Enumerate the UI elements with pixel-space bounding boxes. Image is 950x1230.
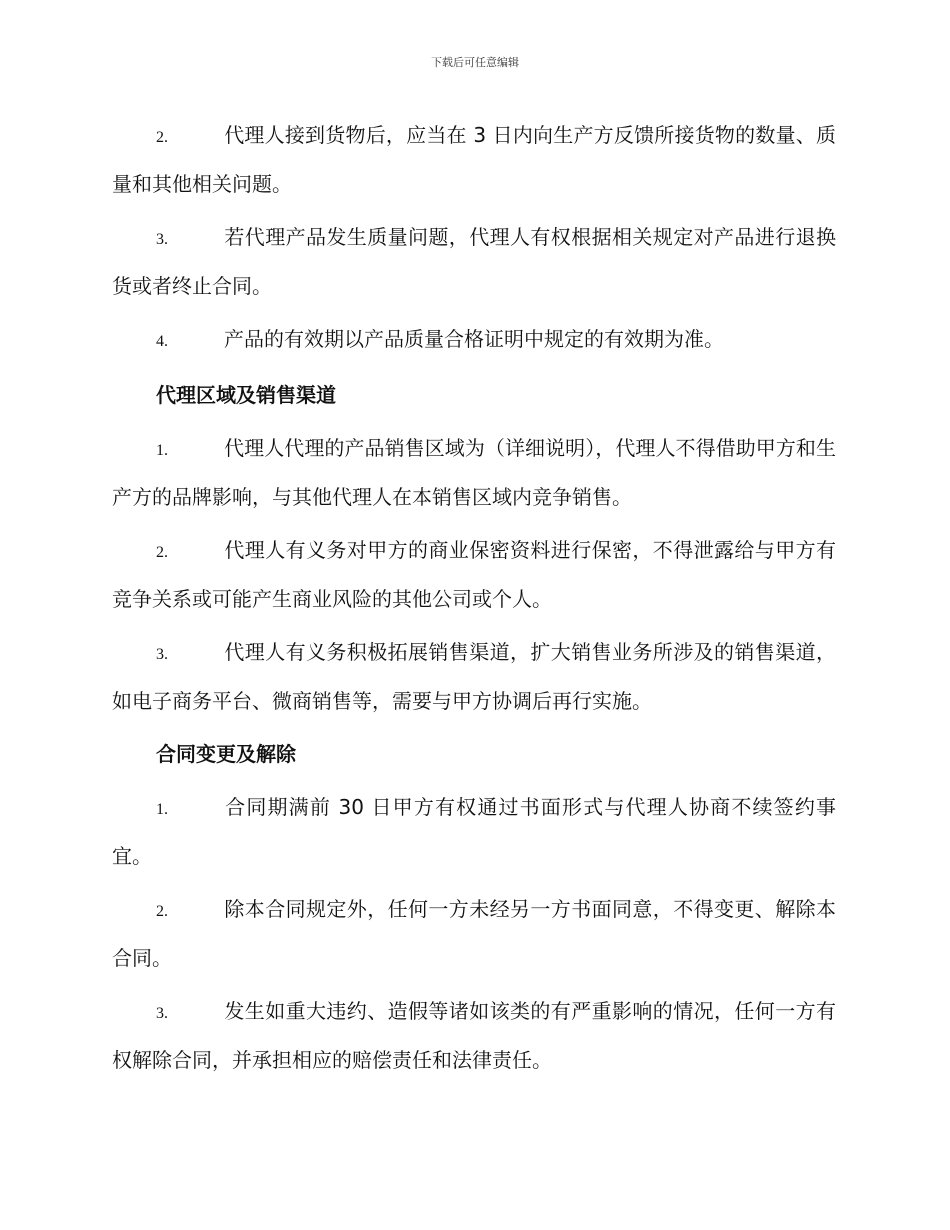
- clause-text: 合同期满前 30 日甲方有权通过书面形式与代理人协商不续签约事宜。: [112, 795, 836, 868]
- clause-number: 2.: [156, 544, 168, 561]
- clause-text: 除本合同规定外，任何一方未经另一方书面同意，不得变更、解除本合同。: [112, 897, 836, 970]
- clause-text: 代理人有义务对甲方的商业保密资料进行保密，不得泄露给与甲方有竞争关系或可能产生商业风险的其他公司或个人。: [112, 538, 836, 611]
- page-header: 下载后可任意编辑: [431, 56, 519, 69]
- clause-text: 代理人有义务积极拓展销售渠道，扩大销售业务所涉及的销售渠道，如电子商务平台、微商销售等，需要与甲方协调后再行实施。: [112, 640, 836, 713]
- clause-number: 3.: [156, 646, 168, 663]
- clause-item: [112, 784, 836, 879]
- clause-number: 3.: [156, 231, 168, 248]
- clause-number: 2.: [156, 903, 168, 920]
- clause-text: 代理人代理的产品销售区域为（详细说明），代理人不得借助甲方和生产方的品牌影响，与其他代理人在本销售区域内竞争销售。: [112, 436, 836, 509]
- clause-item: [112, 629, 836, 724]
- clause-number: 3.: [156, 1005, 168, 1022]
- clause-item: [112, 425, 836, 520]
- clause-text: 代理人接到货物后，应当在 3 日内向生产方反馈所接货物的数量、质量和其他相关问题。: [112, 123, 836, 196]
- clause-item: [112, 112, 836, 207]
- clause-text: 若代理产品发生质量问题，代理人有权根据相关规定对产品进行退换货或者终止合同。: [112, 225, 836, 298]
- clause-number: 1.: [156, 801, 168, 818]
- clause-number: 4.: [156, 333, 168, 350]
- clause-text: 发生如重大违约、造假等诸如该类的有严重影响的情况，任何一方有权解除合同，并承担相应的赔偿责任和法律责任。: [112, 999, 836, 1072]
- document-body: [112, 112, 836, 1090]
- clause-item: [112, 988, 836, 1083]
- clause-item: [112, 886, 836, 981]
- clause-number: 1.: [156, 442, 168, 459]
- clause-item: [112, 316, 836, 365]
- section-heading: 代理区域及销售渠道: [156, 383, 336, 407]
- clause-item: [112, 527, 836, 622]
- clause-text: 产品的有效期以产品质量合格证明中规定的有效期为准。: [224, 327, 724, 351]
- clause-number: 2.: [156, 129, 168, 146]
- clause-item: [112, 214, 836, 309]
- section-heading: 合同变更及解除: [156, 742, 296, 766]
